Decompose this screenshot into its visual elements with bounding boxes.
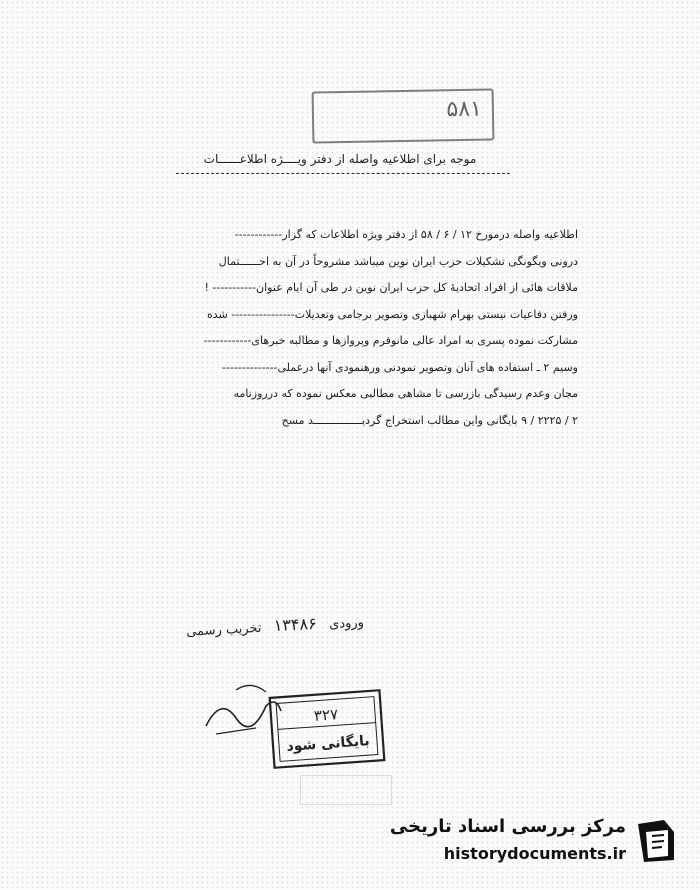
archive-footer-logo bbox=[388, 814, 678, 872]
archive-stamp-number: ۳۲۷ bbox=[313, 705, 339, 725]
reference-label: ورودی bbox=[328, 615, 365, 633]
archive-stamp bbox=[265, 686, 388, 772]
body-line: درونی ویگونگی تشکیلات حزب ایران نوین میباشد مشروحاً در آن به احــــــتمال bbox=[218, 254, 578, 268]
reference-suffix: تخریب رسمی bbox=[185, 620, 262, 640]
top-stamp-text: ۵۸۱ bbox=[446, 96, 483, 123]
body-line: اطلاعیه واصله درمورخ ۱۲ / ۶ / ۵۸ از دفتر ویژه اطلاعات که گزار‑‑‑‑‑‑‑‑‑‑‑‑ bbox=[234, 228, 578, 241]
body-line: ملاقات هائی از افراد اتحادیهٔ کل حزب ایران نوین در طی آن ایام عنوان‑‑‑‑‑‑‑‑‑‑‑ ! bbox=[204, 281, 578, 294]
faded-stamp-mark bbox=[300, 775, 392, 805]
heading-underline bbox=[176, 173, 510, 174]
body-line: وسیم ۲ ـ استفاده های آنان وتصویر نمودنی ورهنمودی آنها درعملی‑‑‑‑‑‑‑‑‑‑‑‑‑‑ bbox=[221, 360, 578, 374]
body-line: ورفتن دفاعیات نیستی بهرام شهبازی وتصویر برجامی وتعدیلات‑‑‑‑‑‑‑‑‑‑‑‑‑‑‑‑ شده bbox=[206, 307, 578, 321]
document-heading: موجه برای اطلاعیه واصله از دفتر ویــــژه اطلاعــــــات bbox=[203, 152, 477, 166]
reference-number: ۱۳۴۸۶ bbox=[273, 613, 318, 636]
body-line: مشارکت نموده پسری به امراد عالی مانوفرم وپرواز‌ها و مطالبه خبرهای‑‑‑‑‑‑‑‑‑‑‑‑ bbox=[203, 334, 578, 347]
reference-line bbox=[170, 611, 381, 641]
document-body bbox=[118, 222, 578, 434]
document-folder-icon bbox=[634, 818, 678, 864]
body-line: ۲ / ۲۲۲۵ / ۹ بایگانی واین مطالب استخراج گردیـــــــــــــــد مسح bbox=[281, 413, 578, 427]
body-line: مجان وعدم رسیدگی بازرسی تا مشاهی مطالبی معکس نموده که درروزنامه bbox=[233, 387, 578, 400]
top-seal-stamp bbox=[312, 88, 495, 143]
organization-name: مرکز بررسی اسناد تاریخی bbox=[389, 816, 626, 837]
archive-stamp-text: بایگانی شود bbox=[285, 733, 371, 755]
website-link[interactable]: historydocuments.ir bbox=[443, 844, 626, 863]
